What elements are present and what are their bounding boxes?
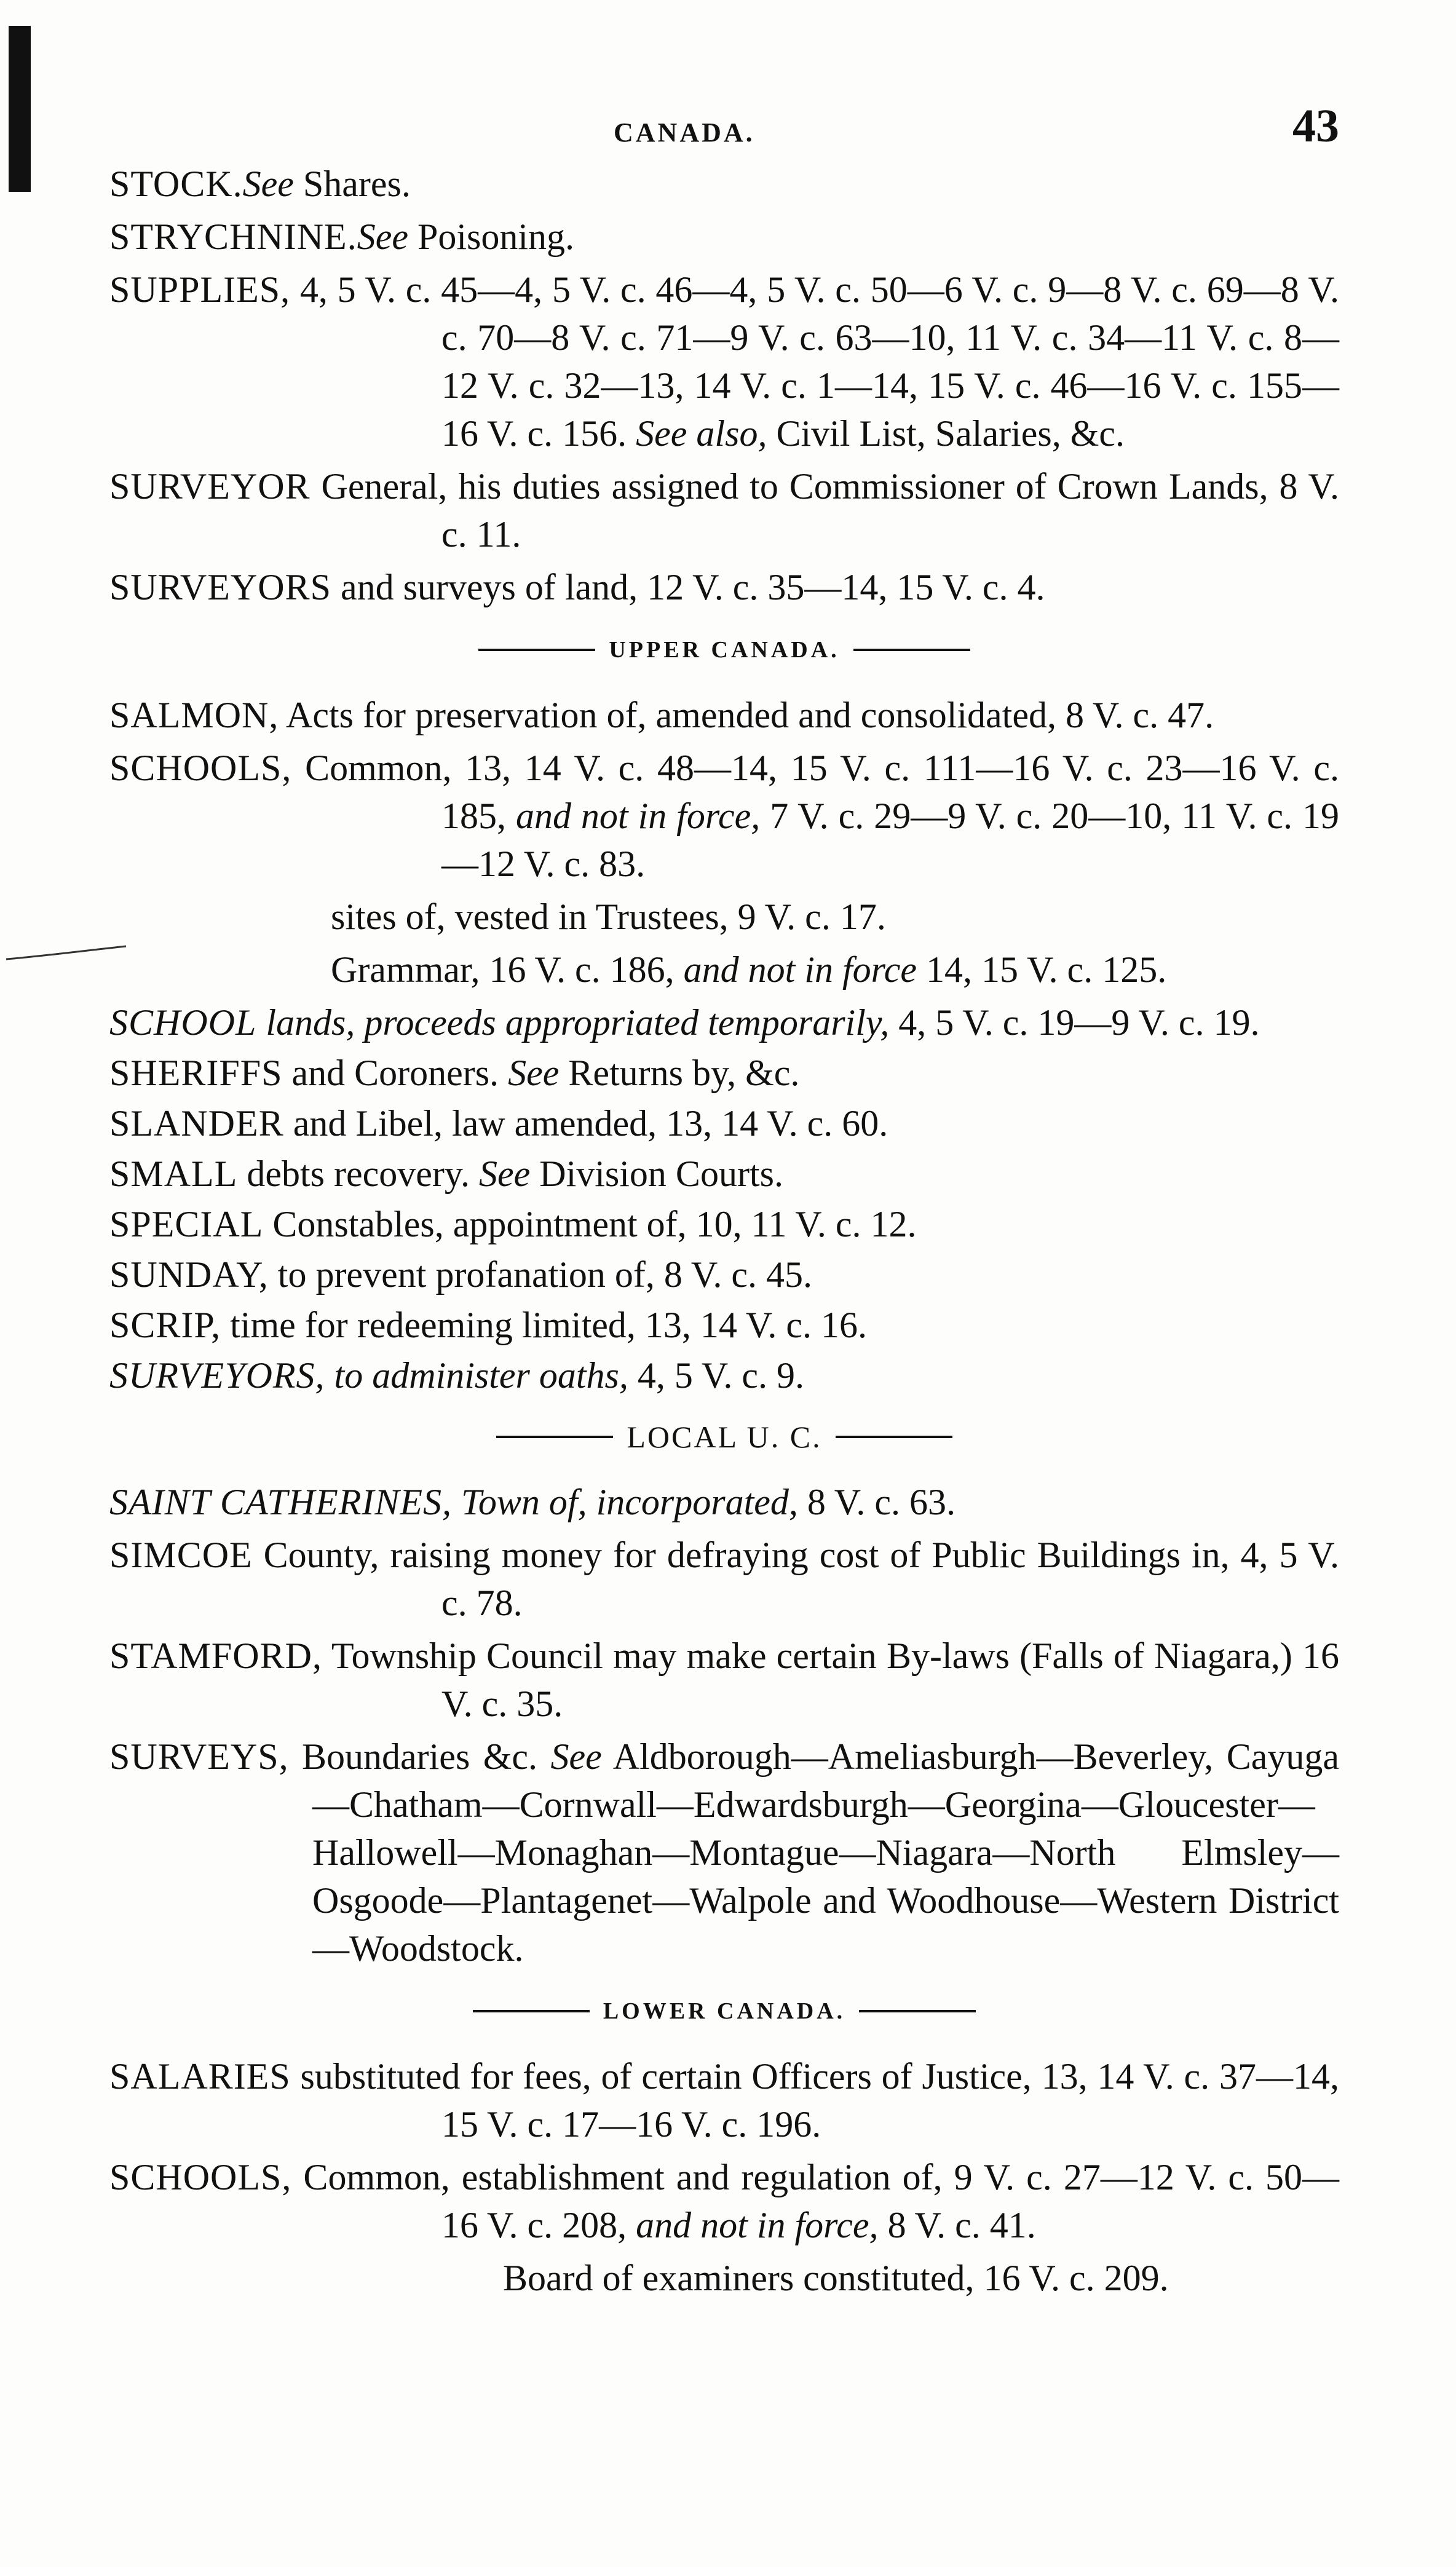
index-entry bbox=[109, 1049, 1339, 1097]
entry-text: See bbox=[478, 1153, 531, 1194]
section-title: UPPER CANADA. bbox=[609, 637, 840, 663]
index-entry bbox=[109, 1531, 1339, 1627]
section-upper-canada bbox=[109, 616, 1339, 684]
index-entry bbox=[109, 266, 1339, 457]
entry-text: 4, 5 V. c. 45—4, 5 V. c. 46—4, 5 V. c. 50—6 V. c. 9—8 V. c. 69—8 V. c. 70—8 V. c. 71—9 V. c. 63—10, 11 V. c. 34—11 V. c. 8—12 V. c. 32—13, 14 V. c. 1—14, 15 V. c. 46—16 V. c. 155—16 V. c. 156. bbox=[290, 269, 1339, 454]
entry-text: debts recovery. bbox=[237, 1153, 479, 1194]
entry-text: Returns by, &c. bbox=[559, 1053, 800, 1093]
entry-text: sites of, vested in Trustees, 9 V. c. 17. bbox=[331, 896, 886, 937]
index-entry bbox=[109, 1478, 1339, 1526]
section-local-uc bbox=[109, 1403, 1339, 1471]
entry-heading: SCHOOL bbox=[109, 1002, 257, 1043]
entry-heading: SURVEYS, bbox=[109, 1736, 289, 1777]
rule-line bbox=[496, 1436, 613, 1438]
entry-text: and Coroners. bbox=[282, 1053, 508, 1093]
index-entry bbox=[109, 160, 1339, 208]
entry-text: 4, 5 V. c. 9. bbox=[628, 1355, 805, 1396]
index-entry bbox=[109, 1251, 1339, 1299]
index-entry bbox=[109, 1200, 1339, 1248]
entry-text: Constables, appointment of, 10, 11 V. c. 12. bbox=[263, 1204, 917, 1244]
entry-text: time for redeeming limited, 13, 14 V. c. 16. bbox=[221, 1305, 868, 1345]
running-head: CANADA. bbox=[614, 117, 755, 148]
index-entry bbox=[109, 1351, 1339, 1399]
binding-edge-mark bbox=[9, 26, 31, 192]
entry-text: See bbox=[508, 1053, 560, 1093]
index-entry bbox=[109, 1099, 1339, 1147]
entry-text: Town of, incorporated, bbox=[452, 1482, 798, 1522]
entry-heading: SIMCOE bbox=[109, 1535, 253, 1575]
entry-text: Township Council may make certain By-laws (Falls of Niagara,) 16 V. c. 35. bbox=[322, 1636, 1339, 1724]
local-surveys-entry bbox=[109, 1733, 1339, 1972]
section-lower-canada bbox=[109, 1977, 1339, 2045]
entry-heading: STOCK. bbox=[109, 164, 243, 204]
entry-text: Common, 13, 14 V. c. 48—14, 15 V. c. 111—16 V. c. 23—16 V. c. 185, bbox=[291, 748, 1339, 836]
entry-text: Aldborough—Ameliasburgh—Beverley, Cayuga—Chatham—Cornwall—Edwardsburgh—Georgina—Gloucester—Hallowell—Monaghan—Montague—Niagara—North Elmsley—Osgoode—Plantagenet—Walpole and Woodhouse—Western District—Woodstock. bbox=[312, 1736, 1339, 1969]
entry-text: substituted for fees, of certain Officers of Justice, 13, 14 V. c. 37—14, 15 V. c. 17—16 V. c. 196. bbox=[290, 2056, 1339, 2145]
entry-heading: SCRIP, bbox=[109, 1305, 221, 1345]
index-entry bbox=[109, 2052, 1339, 2148]
entry-text: Boundaries &c. bbox=[288, 1736, 551, 1777]
entry-text: Common, establishment and regulation of, 9 V. c. 27—12 V. c. 50—16 V. c. 208, bbox=[291, 2157, 1339, 2245]
lower-canada-subentry bbox=[109, 2254, 1339, 2302]
entry-text: See bbox=[357, 216, 408, 257]
entry-text: Board of examiners constituted, 16 V. c. 209. bbox=[503, 2258, 1169, 2298]
entry-heading: SMALL bbox=[109, 1153, 238, 1194]
lower-canada-entries bbox=[109, 2052, 1339, 2249]
entry-text: and not in force, bbox=[515, 796, 761, 836]
index-entry bbox=[109, 1301, 1339, 1349]
index-entry bbox=[109, 744, 1339, 888]
index-entry bbox=[109, 563, 1339, 611]
rule-line bbox=[859, 2010, 976, 2012]
section-title: LOCAL U. C. bbox=[627, 1420, 822, 1454]
index-entry bbox=[109, 893, 1339, 941]
entry-heading: SUPPLIES, bbox=[109, 269, 291, 310]
entry-heading: SALARIES bbox=[109, 2056, 291, 2097]
rule-line bbox=[836, 1436, 952, 1438]
rule-line bbox=[853, 649, 970, 651]
upper-canada-entries bbox=[109, 691, 1339, 888]
section-title: LOWER CANADA. bbox=[603, 1998, 846, 2024]
entry-text: See bbox=[550, 1736, 602, 1777]
index-entry bbox=[109, 1150, 1339, 1198]
entry-text: Poisoning. bbox=[408, 216, 575, 257]
entry-text: and not in force bbox=[683, 949, 917, 990]
entry-text: 8 V. c. 41. bbox=[878, 2205, 1036, 2245]
entry-text: lands, proceeds appropriated temporarily, bbox=[256, 1002, 890, 1043]
page-header bbox=[109, 92, 1339, 160]
entry-text: Grammar, 16 V. c. 186, bbox=[331, 949, 684, 990]
entry-heading: SURVEYOR bbox=[109, 466, 311, 507]
index-entry bbox=[109, 999, 1339, 1046]
index-entry bbox=[109, 462, 1339, 558]
entry-heading: SLANDER bbox=[109, 1103, 284, 1144]
local-uc-entries bbox=[109, 1478, 1339, 1728]
entry-text: to prevent profanation of, 8 V. c. 45. bbox=[268, 1254, 813, 1295]
entry-text: County, raising money for defraying cost of Public Buildings in, 4, 5 V. c. 78. bbox=[252, 1535, 1339, 1623]
entry-heading: SALMON, bbox=[109, 695, 279, 735]
entry-text: Civil List, Salaries, &c. bbox=[767, 413, 1125, 454]
entry-text: 8 V. c. 63. bbox=[797, 1482, 956, 1522]
entry-text: General, his duties assigned to Commissioner of Crown Lands, 8 V. c. 11. bbox=[310, 466, 1339, 555]
index-entry bbox=[109, 2153, 1339, 2249]
entry-heading: STRYCHNINE. bbox=[109, 216, 357, 257]
entry-heading: SPECIAL bbox=[109, 1204, 264, 1244]
rule-line bbox=[473, 2010, 590, 2012]
entry-text: and Libel, law amended, 13, 14 V. c. 60. bbox=[283, 1103, 888, 1144]
entry-text: See also, bbox=[636, 413, 767, 454]
entry-text: See bbox=[242, 164, 294, 204]
entry-heading: SURVEYORS bbox=[109, 567, 331, 607]
entry-heading: SUNDAY, bbox=[109, 1254, 269, 1295]
index-entry bbox=[109, 1733, 1339, 1972]
entry-text: Acts for preservation of, amended and consolidated, 8 V. c. 47. bbox=[279, 695, 1214, 735]
entry-heading: SCHOOLS, bbox=[109, 748, 292, 788]
upper-canada-entries-2 bbox=[109, 999, 1339, 1399]
index-page bbox=[109, 92, 1339, 2307]
index-entry bbox=[109, 2254, 1339, 2302]
entry-text: Shares. bbox=[293, 164, 411, 204]
entry-text: 4, 5 V. c. 19—9 V. c. 19. bbox=[889, 1002, 1260, 1043]
page-number: 43 bbox=[1292, 100, 1339, 152]
entry-text: and surveys of land, 12 V. c. 35—14, 15 V. c. 4. bbox=[331, 567, 1045, 607]
index-entry bbox=[109, 1632, 1339, 1728]
general-entries bbox=[109, 160, 1339, 611]
entry-text: 14, 15 V. c. 125. bbox=[917, 949, 1167, 990]
rule-line bbox=[478, 649, 595, 651]
index-entry bbox=[109, 691, 1339, 739]
entry-text: and not in force, bbox=[636, 2205, 879, 2245]
entry-heading: SCHOOLS, bbox=[109, 2157, 292, 2197]
entry-text: Division Courts. bbox=[530, 1153, 783, 1194]
entry-heading: SAINT CATHERINES, bbox=[109, 1482, 453, 1522]
upper-canada-subentries bbox=[109, 893, 1339, 994]
entry-text: to administer oaths, bbox=[325, 1355, 628, 1396]
entry-heading: SHERIFFS bbox=[109, 1053, 283, 1093]
entry-heading: SURVEYORS, bbox=[109, 1355, 325, 1396]
entry-heading: STAMFORD, bbox=[109, 1636, 322, 1676]
index-entry bbox=[109, 213, 1339, 261]
entry-text: 7 V. c. 29—9 V. c. 20—10, 11 V. c. 19—12 V. c. 83. bbox=[441, 796, 1340, 884]
index-entry bbox=[109, 946, 1339, 994]
